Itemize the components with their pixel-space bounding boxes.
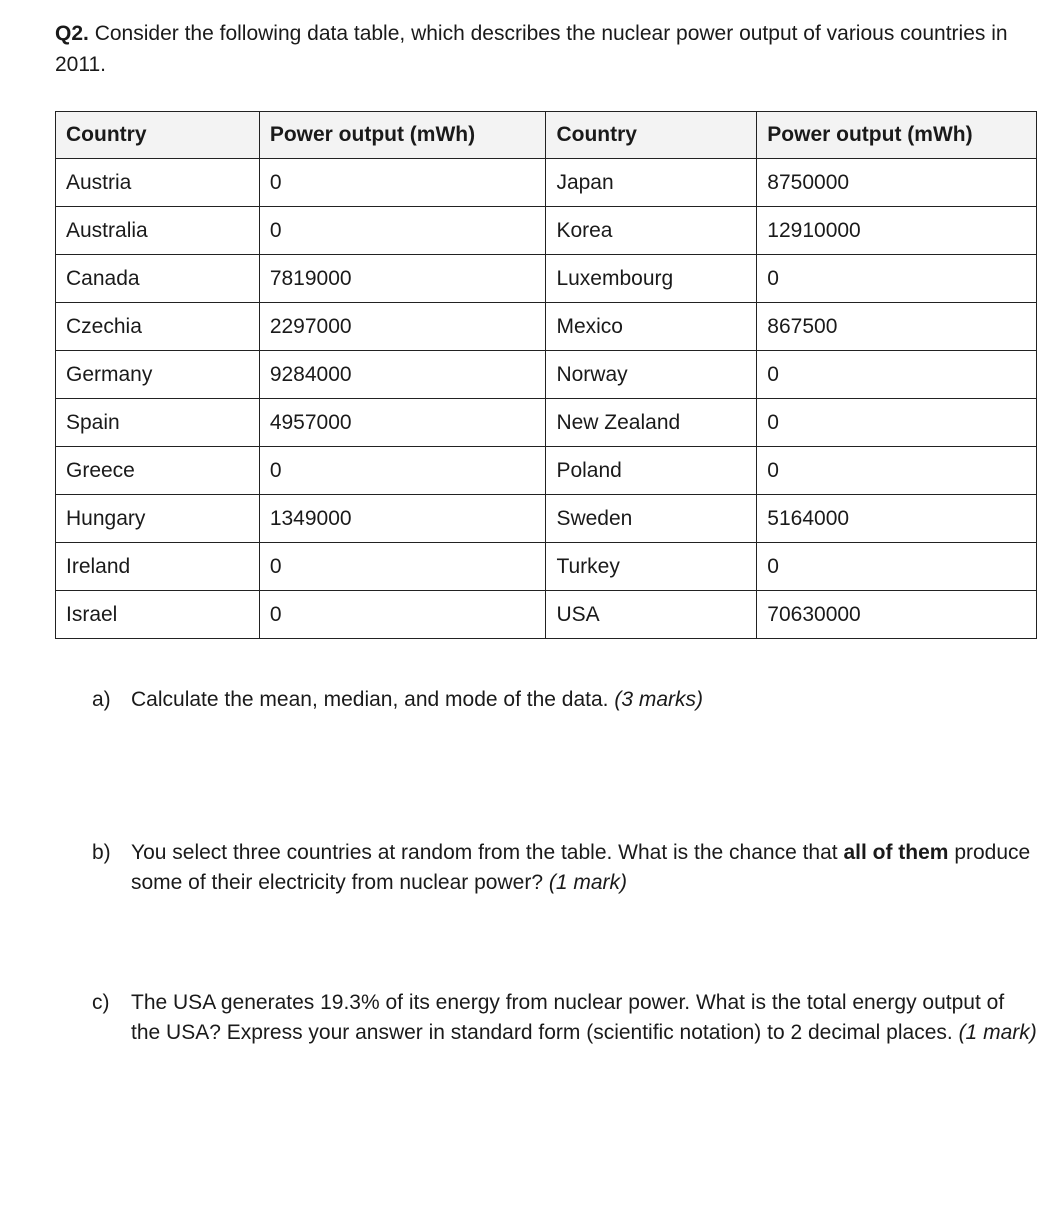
country-cell: Sweden — [546, 495, 757, 543]
power-output-cell: 9284000 — [259, 351, 546, 399]
question-text: Consider the following data table, which describes the nuclear power output of various countries in 2011. — [55, 22, 1008, 76]
country-cell: Mexico — [546, 303, 757, 351]
country-cell: Japan — [546, 159, 757, 207]
column-header: Country — [546, 112, 757, 159]
country-cell: Israel — [56, 591, 260, 639]
country-cell: Luxembourg — [546, 255, 757, 303]
power-output-cell: 12910000 — [757, 207, 1037, 255]
country-cell: Czechia — [56, 303, 260, 351]
table-row — [56, 351, 1037, 399]
table-row — [56, 303, 1037, 351]
country-cell: Germany — [56, 351, 260, 399]
power-output-cell: 4957000 — [259, 399, 546, 447]
part-b-marks: (1 mark) — [548, 871, 628, 894]
part-b-label: b) — [92, 841, 111, 864]
country-cell: Korea — [546, 207, 757, 255]
table-row — [56, 207, 1037, 255]
table-row — [56, 495, 1037, 543]
power-output-cell: 70630000 — [757, 591, 1037, 639]
power-output-cell: 2297000 — [259, 303, 546, 351]
power-output-cell: 0 — [757, 447, 1037, 495]
country-cell: Ireland — [56, 543, 260, 591]
power-output-cell: 0 — [757, 351, 1037, 399]
power-output-cell: 5164000 — [757, 495, 1037, 543]
part-c-marks: (1 mark) — [958, 1021, 1037, 1044]
country-cell: Australia — [56, 207, 260, 255]
power-output-cell: 0 — [259, 543, 546, 591]
country-cell: Hungary — [56, 495, 260, 543]
table-row — [56, 447, 1037, 495]
power-output-cell: 0 — [259, 591, 546, 639]
column-header: Power output (mWh) — [259, 112, 546, 159]
power-output-cell: 7819000 — [259, 255, 546, 303]
country-cell: Poland — [546, 447, 757, 495]
table-row — [56, 543, 1037, 591]
country-cell: Greece — [56, 447, 260, 495]
power-output-cell: 0 — [259, 447, 546, 495]
question-number: Q2. — [55, 22, 89, 45]
column-header: Power output (mWh) — [757, 112, 1037, 159]
table-header-row — [56, 112, 1037, 159]
part-c-text: The USA generates 19.3% of its energy from nuclear power. What is the total energy output of the USA? Express your answer in standard form (scientific notation) to 2 decimal places. — [131, 991, 1005, 1044]
country-cell: Austria — [56, 159, 260, 207]
part-b-emphasis: all of them — [843, 841, 949, 864]
part-a — [92, 685, 1037, 715]
question-intro — [55, 18, 1015, 80]
country-cell: Spain — [56, 399, 260, 447]
part-a-marks: (3 marks) — [614, 688, 703, 711]
part-b-text-before: You select three countries at random from the table. What is the chance that — [131, 841, 838, 864]
country-cell: Canada — [56, 255, 260, 303]
power-output-cell: 1349000 — [259, 495, 546, 543]
table-row — [56, 591, 1037, 639]
part-b — [92, 838, 1037, 898]
table-row — [56, 255, 1037, 303]
power-output-cell: 0 — [757, 399, 1037, 447]
power-output-cell: 0 — [757, 255, 1037, 303]
table-row — [56, 399, 1037, 447]
data-table — [55, 111, 1037, 639]
country-cell: USA — [546, 591, 757, 639]
part-c — [92, 988, 1037, 1048]
power-output-cell: 0 — [259, 207, 546, 255]
power-output-cell: 867500 — [757, 303, 1037, 351]
part-b-text-after: produce some of their electricity from nuclear power? — [131, 841, 1031, 894]
power-output-cell: 8750000 — [757, 159, 1037, 207]
part-c-label: c) — [92, 991, 110, 1014]
country-cell: Norway — [546, 351, 757, 399]
power-output-cell: 0 — [259, 159, 546, 207]
power-output-cell: 0 — [757, 543, 1037, 591]
table-body — [56, 159, 1037, 639]
country-cell: Turkey — [546, 543, 757, 591]
country-cell: New Zealand — [546, 399, 757, 447]
part-a-label: a) — [92, 688, 111, 711]
column-header: Country — [56, 112, 260, 159]
table-row — [56, 159, 1037, 207]
part-a-text: Calculate the mean, median, and mode of the data. — [131, 688, 609, 711]
